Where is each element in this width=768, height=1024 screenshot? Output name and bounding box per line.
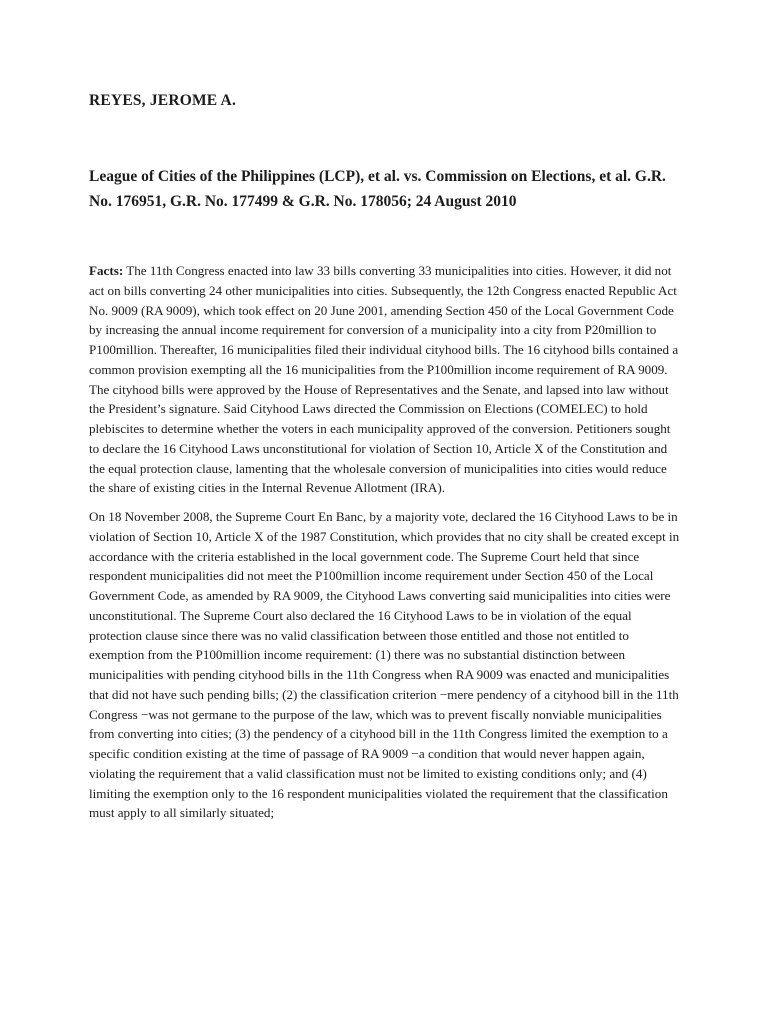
facts-text: The 11th Congress enacted into law 33 bills converting 33 municipalities into cities. However, it did not act on bills converting 24 other municipalities into cities. Subsequently, the 12th Congress enacted Republic Act No. 9009 (RA 9009), which took effect on 20 June 2001, amending Section 450 of the Local Government Code by increasing the annual income requirement for conversion of a municipality into a city from P20million to P100million. Thereafter, 16 municipalities filed their individual cityhood bills. The 16 cityhood bills contained a common provision exempting all the 16 municipalities from the P100million income requirement of RA 9009. The cityhood bills were approved by the House of Representatives and the Senate, and lapsed into law without the President’s signature. Said Cityhood Laws directed the Commission on Elections (COMELEC) to hold plebiscites to determine whether the voters in each municipality approved of the conversion. Petitioners sought to declare the 16 Cityhood Laws unconstitutional for violation of Section 10, Article X of the Constitution and the equal protection clause, lamenting that the wholesale conversion of municipalities into cities would reduce the share of existing cities in the Internal Revenue Allotment (IRA). [89, 263, 679, 496]
document-body [89, 261, 681, 832]
facts-label: Facts: [89, 263, 124, 278]
facts-paragraph [89, 261, 681, 498]
ruling-paragraph: On 18 November 2008, the Supreme Court En Banc, by a majority vote, declared the 16 Cityhood Laws to be in violation of Section 10, Article X of the 1987 Constitution, which provides that no city shall be created except in accordance with the criteria established in the local government code. The Supreme Court held that since respondent municipalities did not meet the P100million income requirement under Section 450 of the Local Government Code, as amended by RA 9009, the Cityhood Laws converting said municipalities into cities were unconstitutional. The Supreme Court also declared the 16 Cityhood Laws to be in violation of the equal protection clause since there was no valid classification between those entitled and those not entitled to exemption from the P100million income requirement: (1) there was no substantial distinction between municipalities with pending cityhood bills in the 11th Congress when RA 9009 was enacted and municipalities that did not have such pending bills; (2) the classification criterion −mere pendency of a cityhood bill in the 11th Congress −was not germane to the purpose of the law, which was to prevent fiscally nonviable municipalities from converting into cities; (3) the pendency of a cityhood bill in the 11th Congress limited the exemption to a specific condition existing at the time of passage of RA 9009 −a condition that would never happen again, violating the requirement that a valid classification must not be limited to existing conditions only; and (4) limiting the exemption only to the 16 respondent municipalities violated the requirement that the classification must apply to all similarly situated; [89, 509, 680, 821]
author-name: REYES, JEROME A. [89, 92, 237, 109]
case-title: League of Cities of the Philippines (LCP), et al. vs. Commission on Elections, et al. G.R. No. 176951, G.R. No. 177499 & G.R. No. 178056; 24 August 2010 [89, 168, 666, 210]
